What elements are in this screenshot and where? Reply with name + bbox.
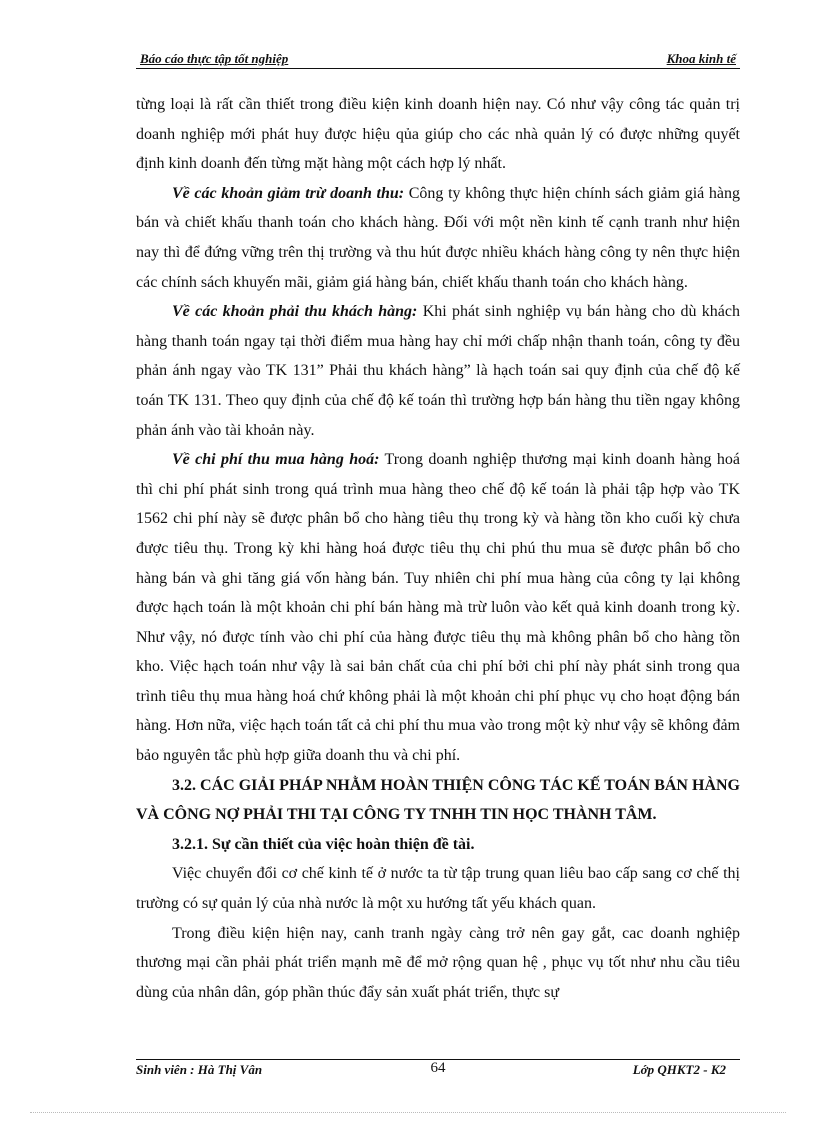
- footer-student-name: Sinh viên : Hà Thị Vân: [136, 1062, 263, 1077]
- paragraph-intro: từng loại là rất cần thiết trong điều kiện kinh doanh hiện nay. Có như vậy công tác quản trị doanh nghiệp mới phát huy được hiệu qủa giúp cho các nhà quản lý có được những quyết định kinh doanh đến từng mặt hàng một cách hợp lý nhất.: [136, 96, 740, 173]
- page-header: [136, 50, 740, 69]
- subsection-heading: 3.2.1. Sự cần thiết của việc hoàn thiện đề tài.: [172, 835, 475, 853]
- page-body: [136, 90, 740, 1007]
- paragraph-economic-shift: Việc chuyển đổi cơ chế kinh tế ở nước ta từ tập trung quan liêu bao cấp sang cơ chế thị trường có sự quản lý của nhà nước là một xu hướng tất yếu khách quan.: [136, 865, 740, 913]
- header-report-title: Báo cáo thực tập tốt nghiệp: [140, 51, 289, 66]
- paragraph-lead: Về các khoản giảm trừ doanh thu:: [172, 184, 405, 202]
- paragraph-lead: Về các khoản phải thu khách hàng:: [172, 303, 418, 321]
- page-bottom-border: [30, 1112, 786, 1113]
- page-number: 64: [430, 1060, 446, 1076]
- header-faculty: Khoa kinh tế: [666, 51, 736, 66]
- footer-class: Lớp QHKT2 - K2: [632, 1062, 726, 1077]
- paragraph-text: Khi phát sinh nghiệp vụ bán hàng cho dù khách hàng thanh toán ngay tại thời điểm mua hàng hay chỉ mới chấp nhận thanh toán, công ty đều phản ánh ngay vào TK 131” Phải thu khách hàng” là hạch toán sai quy định của chế độ kế toán TK 131. Theo quy định của chế độ kế toán thì trường hợp bán hàng thu tiền ngay không phản ánh vào tài khoản này.: [136, 303, 740, 439]
- paragraph-purchase-costs: [136, 445, 740, 771]
- paragraph-lead: Về chi phí thu mua hàng hoá:: [172, 451, 380, 469]
- paragraph-text: Công ty không thực hiện chính sách giảm giá hàng bán và chiết khấu thanh toán cho khách hàng. Đối với một nền kinh tế cạnh tranh như hiện nay thì để đứng vững trên thị trường và thu hút được nhiều khách hàng công ty nên thực hiện các chính sách khuyến mãi, giảm giá hàng bán, chiết khấu thanh toán cho khách hàng.: [136, 184, 741, 291]
- paragraph-revenue-deductions: [136, 179, 740, 297]
- page-footer: [136, 1062, 740, 1080]
- paragraph-receivables: [136, 297, 740, 445]
- paragraph-text: Trong doanh nghiệp thương mại kinh doanh hàng hoá thì chi phí phát sinh trong quá trình mua hàng theo chế độ kế toán là phải tập hợp vào TK 1562 chi phí này sẽ được phân bổ cho hàng tiêu thụ trong kỳ và hàng tồn kho cuối kỳ chưa được tiêu thụ. Trong kỳ khi hàng hoá được tiêu thụ chi phú thu mua sẽ được phân bổ cho hàng bán và ghi tăng giá vốn hàng bán. Tuy nhiên chi phí mua hàng của công ty lại không được hạch toán là một khoản chi phí bán hàng mà trừ luôn vào kết quả kinh doanh trong kỳ. Như vậy, nó được tính vào chi phí của hàng được tiêu thụ mà không phân bổ cho hàng tồn kho. Việc hạch toán như vậy là sai bản chất của chi phí bởi chi phí này phát sinh trong qua trình tiêu thụ mua hàng hoá chứ không phải là một khoản chi phí phục vụ cho hoạt động bán hàng. Hơn nữa, việc hạch toán tất cả chi phí thu mua vào trong một kỳ như vậy sẽ không đảm bảo nguyên tắc phù hợp giữa doanh thu và chi phí.: [136, 451, 741, 765]
- section-heading: 3.2. CÁC GIẢI PHÁP NHẰM HOÀN THIỆN CÔNG TÁC KẾ TOÁN BÁN HÀNG VÀ CÔNG NỢ PHẢI THI TẠI CÔNG TY TNHH TIN HỌC THÀNH TÂM.: [136, 776, 740, 824]
- paragraph-competition: Trong điều kiện hiện nay, canh tranh ngày càng trở nên gay gắt, cac doanh nghiệp thương mại cần phải phát triển mạnh mẽ để mở rộng quan hệ , phục vụ tốt như nhu cầu tiêu dùng của nhân dân, góp phần thúc đẩy sản xuất phát triển, thực sự: [136, 924, 740, 1001]
